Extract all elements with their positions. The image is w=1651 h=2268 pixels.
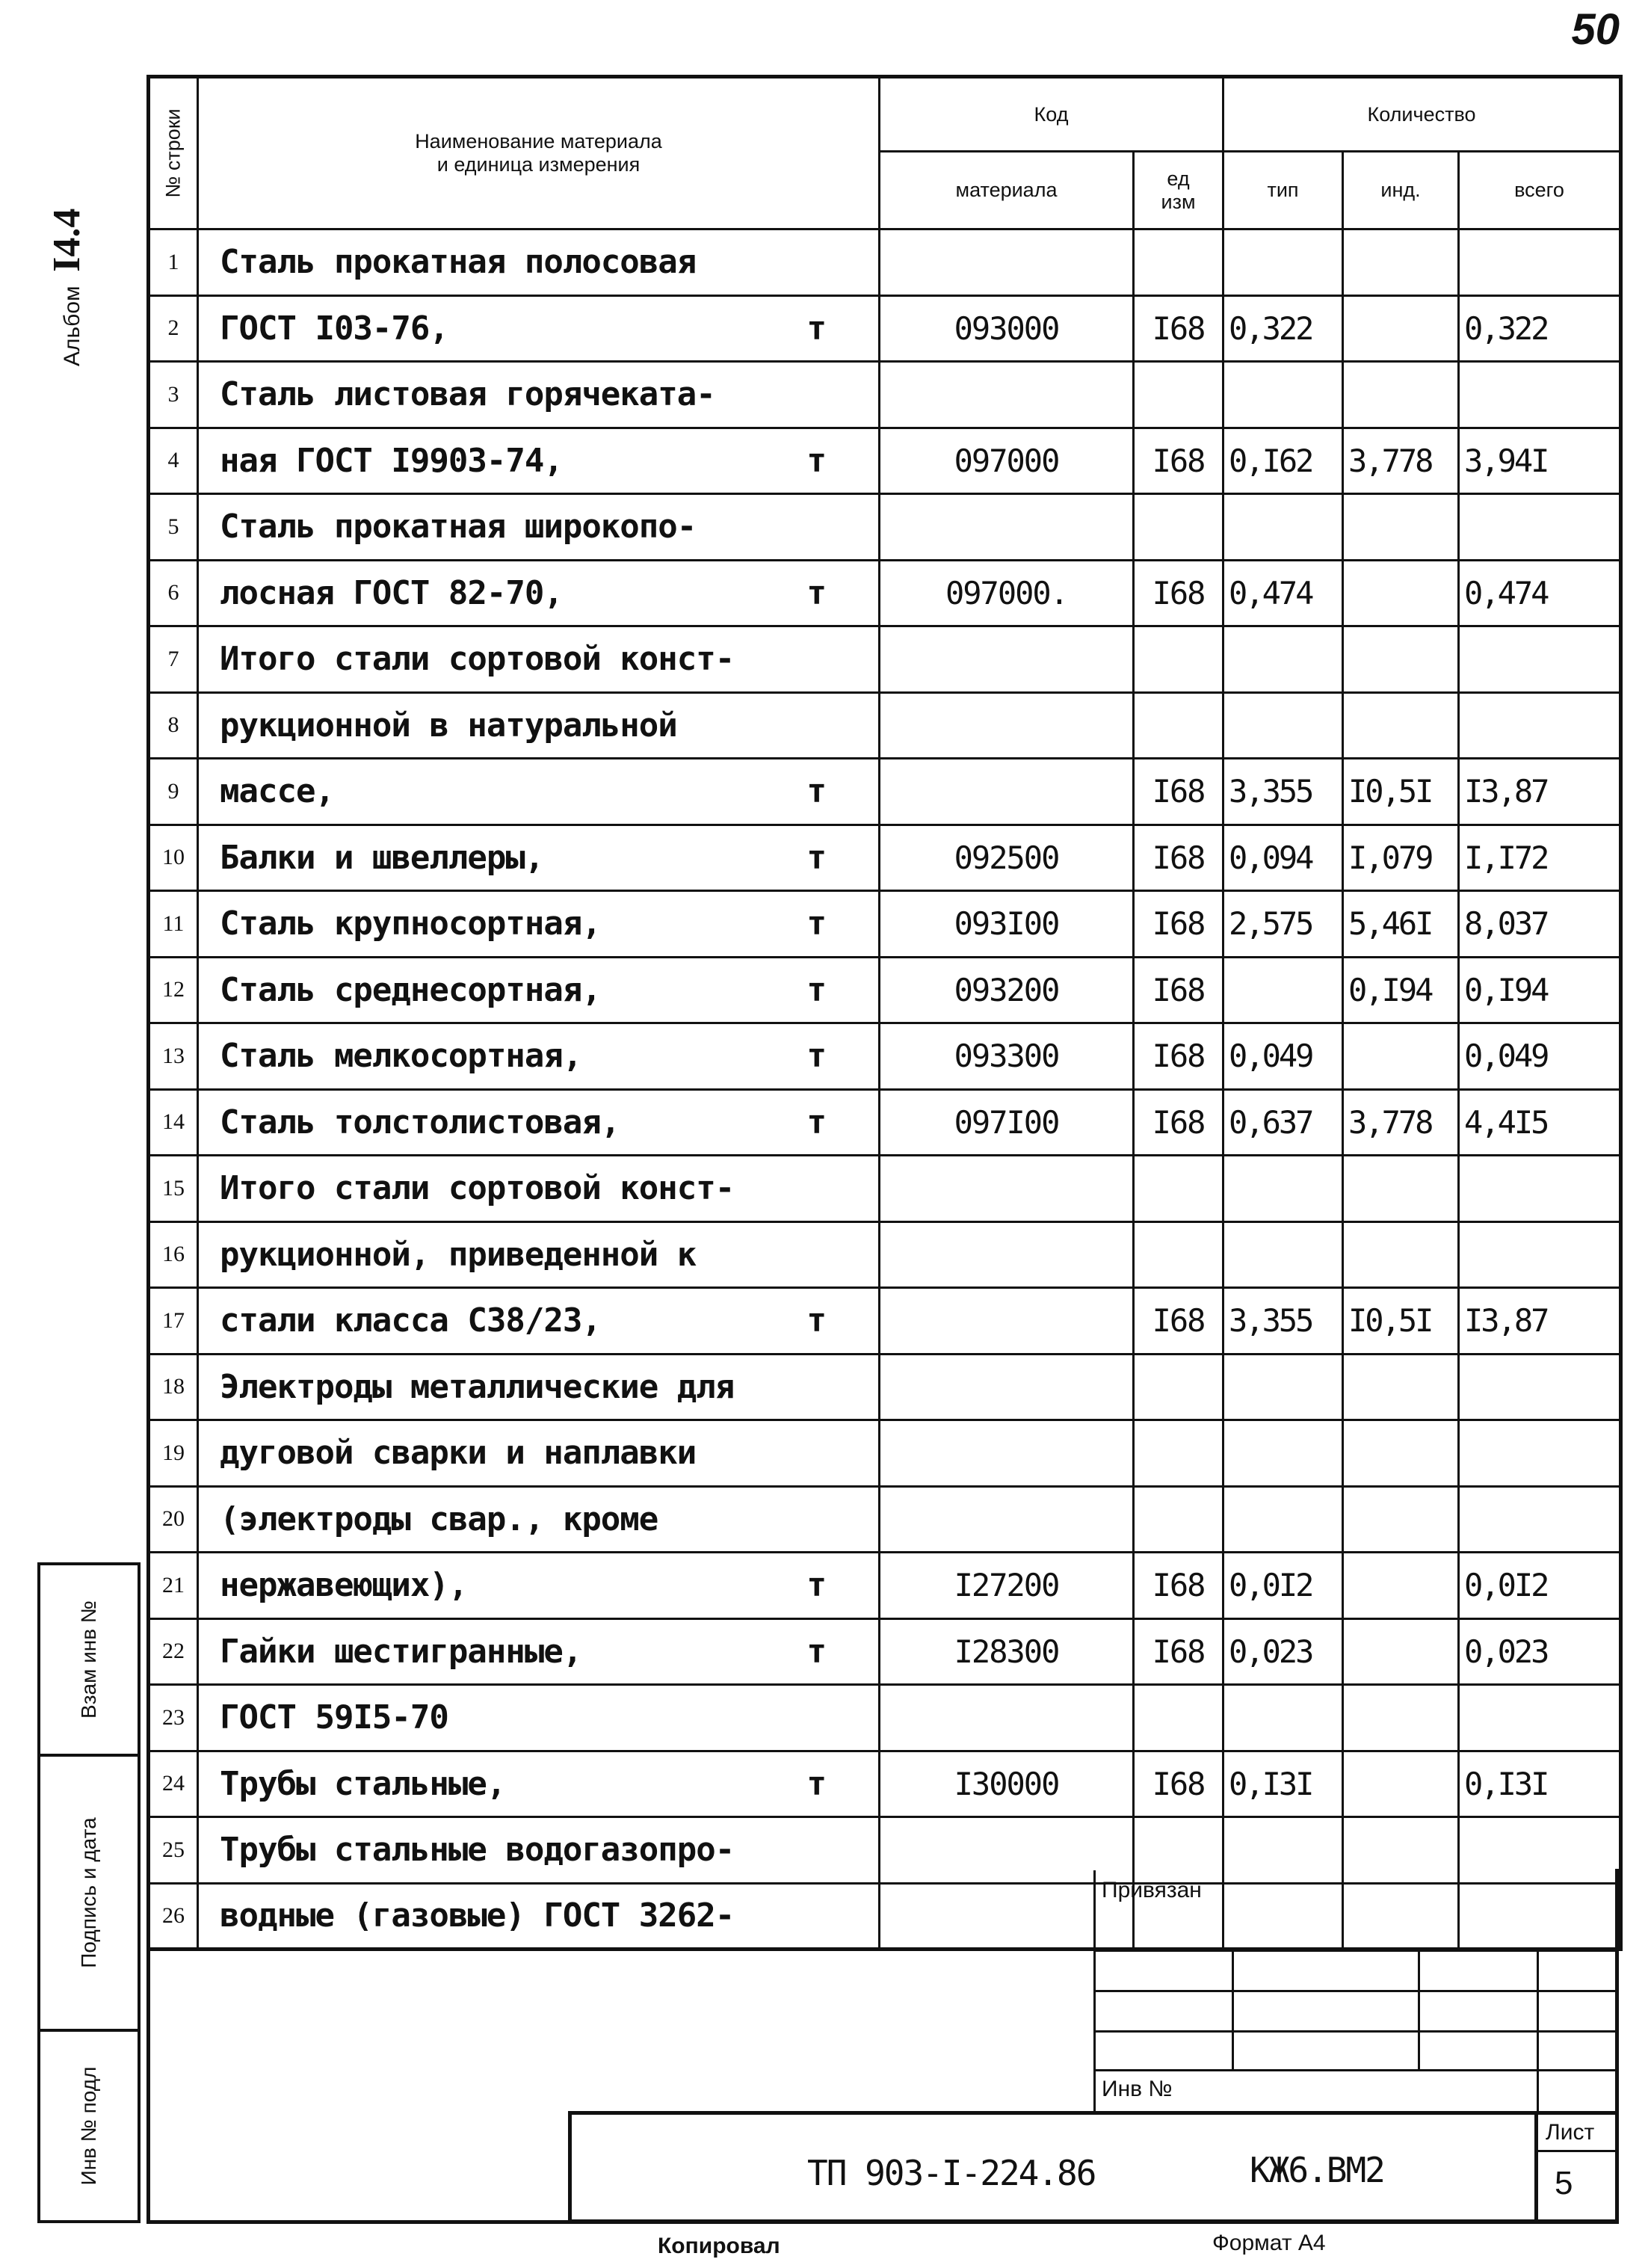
qty-type: 0,474 xyxy=(1223,560,1343,626)
qty-ind xyxy=(1343,362,1459,428)
material-code xyxy=(880,759,1134,825)
row-number: 13 xyxy=(149,1023,198,1090)
row-number: 19 xyxy=(149,1420,198,1487)
qty-total: 0,049 xyxy=(1459,1023,1621,1090)
unit-mark: т xyxy=(806,1566,826,1605)
unit-code: I68 xyxy=(1134,1553,1223,1619)
unit-code: I68 xyxy=(1134,1089,1223,1156)
qty-ind xyxy=(1343,1553,1459,1619)
material-code: 093000 xyxy=(880,295,1134,362)
table-row xyxy=(149,1553,1621,1619)
privyazan-left xyxy=(1093,1870,1096,2114)
material-name: ная ГОСТ I9903-74, т xyxy=(198,428,880,494)
qty-type xyxy=(1223,362,1343,428)
qty-type: 3,355 xyxy=(1223,759,1343,825)
qty-type xyxy=(1223,1486,1343,1553)
stamp-mark: КЖ6.ВМ2 xyxy=(1250,2150,1384,2190)
qty-total: 0,023 xyxy=(1459,1618,1621,1685)
material-name: лосная ГОСТ 82-70, т xyxy=(198,560,880,626)
material-code: 097I00 xyxy=(880,1089,1134,1156)
qty-total xyxy=(1459,362,1621,428)
row-number: 10 xyxy=(149,825,198,891)
material-name: дуговой сварки и наплавки xyxy=(198,1420,880,1487)
material-name: рукционной в натуральной xyxy=(198,692,880,759)
qty-ind: 3,778 xyxy=(1343,428,1459,494)
table-row xyxy=(149,229,1621,296)
unit-code: I68 xyxy=(1134,1023,1223,1090)
row-number: 2 xyxy=(149,295,198,362)
material-name: Трубы стальные водогазопро- xyxy=(198,1817,880,1884)
row-number: 23 xyxy=(149,1685,198,1751)
qty-total: 0,I94 xyxy=(1459,957,1621,1023)
qty-ind xyxy=(1343,1354,1459,1420)
qty-ind xyxy=(1343,1883,1459,1950)
header-row-no: № строки xyxy=(149,77,198,229)
qty-type: 0,0I2 xyxy=(1223,1553,1343,1619)
material-name: ГОСТ I03-76, т xyxy=(198,295,880,362)
unit-code: I68 xyxy=(1134,825,1223,891)
table-row xyxy=(149,1023,1621,1090)
qty-ind xyxy=(1343,692,1459,759)
qty-ind xyxy=(1343,626,1459,693)
material-name: Сталь прокатная широкопо- xyxy=(198,494,880,561)
unit-code xyxy=(1134,626,1223,693)
table-row xyxy=(149,957,1621,1023)
qty-type xyxy=(1223,957,1343,1023)
row-number: 15 xyxy=(149,1156,198,1222)
stamp-doc-code: ТП 903-I-224.86 xyxy=(807,2153,1096,2193)
qty-type: 0,023 xyxy=(1223,1618,1343,1685)
unit-code xyxy=(1134,1486,1223,1553)
unit-code: I68 xyxy=(1134,560,1223,626)
table-row xyxy=(149,1883,1621,1950)
qty-type xyxy=(1223,626,1343,693)
material-name: Электроды металлические для xyxy=(198,1354,880,1420)
qty-total: I3,87 xyxy=(1459,759,1621,825)
header-qty-total: всего xyxy=(1459,152,1621,229)
unit-code xyxy=(1134,1354,1223,1420)
qty-type: 0,049 xyxy=(1223,1023,1343,1090)
header-code: Код xyxy=(880,77,1223,152)
stamp-sheet-line xyxy=(1534,2150,1619,2152)
material-code xyxy=(880,229,1134,296)
material-name: массе, т xyxy=(198,759,880,825)
qty-ind xyxy=(1343,494,1459,561)
qty-ind xyxy=(1343,1817,1459,1884)
qty-type: 0,094 xyxy=(1223,825,1343,891)
row-number: 11 xyxy=(149,891,198,958)
material-name: водные (газовые) ГОСТ 3262- xyxy=(198,1883,880,1950)
material-code: I27200 xyxy=(880,1553,1134,1619)
header-quantity: Количество xyxy=(1223,77,1621,152)
table-row xyxy=(149,1420,1621,1487)
materials-table xyxy=(146,75,1623,1951)
material-code: I30000 xyxy=(880,1751,1134,1817)
qty-total xyxy=(1459,1221,1621,1288)
qty-ind xyxy=(1343,229,1459,296)
qty-total: I3,87 xyxy=(1459,1288,1621,1355)
qty-type xyxy=(1223,1420,1343,1487)
material-name: Сталь среднесортная, т xyxy=(198,957,880,1023)
qty-total xyxy=(1459,494,1621,561)
unit-mark: т xyxy=(806,1301,826,1340)
row-number: 14 xyxy=(149,1089,198,1156)
material-name: Сталь прокатная полосовая xyxy=(198,229,880,296)
qty-total xyxy=(1459,692,1621,759)
material-code xyxy=(880,494,1134,561)
table-row xyxy=(149,1156,1621,1222)
side-label-inv-podl: Инв № подл xyxy=(77,2066,100,2186)
material-name: нержавеющих), т xyxy=(198,1553,880,1619)
unit-mark: т xyxy=(806,905,826,943)
qty-ind xyxy=(1343,1751,1459,1817)
privyazan-col-2 xyxy=(1418,1950,1420,2069)
sheet-number: 5 xyxy=(1555,2165,1573,2201)
material-name: Сталь листовая горячеката- xyxy=(198,362,880,428)
table-row xyxy=(149,825,1621,891)
qty-total: I,I72 xyxy=(1459,825,1621,891)
material-code: 093200 xyxy=(880,957,1134,1023)
table-row xyxy=(149,1685,1621,1751)
qty-total: 4,4I5 xyxy=(1459,1089,1621,1156)
qty-total: 0,322 xyxy=(1459,295,1621,362)
qty-ind: 0,I94 xyxy=(1343,957,1459,1023)
qty-total xyxy=(1459,1420,1621,1487)
material-code: 093I00 xyxy=(880,891,1134,958)
material-code xyxy=(880,1685,1134,1751)
header-code-unit: ед изм xyxy=(1134,152,1223,229)
unit-mark: т xyxy=(806,772,826,811)
table-row xyxy=(149,560,1621,626)
material-code: I28300 xyxy=(880,1618,1134,1685)
qty-total: 3,94I xyxy=(1459,428,1621,494)
header-code-material: материала xyxy=(880,152,1134,229)
qty-type xyxy=(1223,1221,1343,1288)
table-row xyxy=(149,759,1621,825)
material-name: Гайки шестигранные, т xyxy=(198,1618,880,1685)
unit-code xyxy=(1134,1685,1223,1751)
row-number: 16 xyxy=(149,1221,198,1288)
unit-code: I68 xyxy=(1134,1618,1223,1685)
table-row xyxy=(149,1486,1621,1553)
table-row xyxy=(149,1354,1621,1420)
row-number: 1 xyxy=(149,229,198,296)
qty-type xyxy=(1223,1685,1343,1751)
qty-type xyxy=(1223,229,1343,296)
qty-total: 0,0I2 xyxy=(1459,1553,1621,1619)
side-box-inv-podl xyxy=(37,2029,141,2223)
material-code xyxy=(880,1354,1134,1420)
unit-code: I68 xyxy=(1134,891,1223,958)
unit-mark: т xyxy=(806,1037,826,1076)
qty-total: 0,474 xyxy=(1459,560,1621,626)
page-number: 50 xyxy=(1571,5,1620,54)
unit-code: I68 xyxy=(1134,428,1223,494)
unit-code: I68 xyxy=(1134,295,1223,362)
inv-no-label: Инв № xyxy=(1102,2077,1173,2101)
material-name: Сталь крупносортная, т xyxy=(198,891,880,958)
qty-total xyxy=(1459,1685,1621,1751)
row-number: 18 xyxy=(149,1354,198,1420)
material-code: 097000. xyxy=(880,560,1134,626)
footer-kopiroval: Копировал xyxy=(658,2234,780,2258)
privyazan-col-1 xyxy=(1232,1950,1234,2069)
qty-ind: I,079 xyxy=(1343,825,1459,891)
row-number: 24 xyxy=(149,1751,198,1817)
row-number: 3 xyxy=(149,362,198,428)
album-caption: Альбом xyxy=(60,286,84,366)
material-code xyxy=(880,1156,1134,1222)
row-number: 12 xyxy=(149,957,198,1023)
qty-type xyxy=(1223,1817,1343,1884)
material-name: Итого стали сортовой конст- xyxy=(198,626,880,693)
sheet-label: Лист xyxy=(1546,2120,1595,2145)
album-label xyxy=(45,97,105,366)
material-name: ГОСТ 59I5-70 xyxy=(198,1685,880,1751)
qty-ind: 3,778 xyxy=(1343,1089,1459,1156)
qty-type: 0,322 xyxy=(1223,295,1343,362)
material-code: 097000 xyxy=(880,428,1134,494)
qty-ind xyxy=(1343,1156,1459,1222)
unit-code: I68 xyxy=(1134,1751,1223,1817)
header-qty-ind: инд. xyxy=(1343,152,1459,229)
unit-code xyxy=(1134,1817,1223,1884)
side-label-vzam: Взам инв № xyxy=(77,1600,100,1719)
unit-mark: т xyxy=(806,970,826,1009)
table-row xyxy=(149,428,1621,494)
row-number: 22 xyxy=(149,1618,198,1685)
unit-code: I68 xyxy=(1134,759,1223,825)
qty-total xyxy=(1459,626,1621,693)
table-row xyxy=(149,1751,1621,1817)
table-row xyxy=(149,626,1621,693)
qty-type: 2,575 xyxy=(1223,891,1343,958)
table-row xyxy=(149,494,1621,561)
stamp-divider xyxy=(1534,2111,1538,2223)
row-number: 21 xyxy=(149,1553,198,1619)
unit-code xyxy=(1134,494,1223,561)
qty-ind xyxy=(1343,1685,1459,1751)
material-code xyxy=(880,1221,1134,1288)
qty-total xyxy=(1459,1817,1621,1884)
qty-type: 0,637 xyxy=(1223,1089,1343,1156)
unit-mark: т xyxy=(806,1103,826,1141)
material-code: 092500 xyxy=(880,825,1134,891)
unit-mark: т xyxy=(806,441,826,480)
material-name: Трубы стальные, т xyxy=(198,1751,880,1817)
table-row xyxy=(149,1817,1621,1884)
table-row xyxy=(149,1089,1621,1156)
table-row xyxy=(149,362,1621,428)
side-box-podpis xyxy=(37,1754,141,2032)
unit-mark: т xyxy=(806,838,826,877)
qty-ind xyxy=(1343,560,1459,626)
unit-code xyxy=(1134,692,1223,759)
unit-code: I68 xyxy=(1134,957,1223,1023)
header-qty-type: тип xyxy=(1223,152,1343,229)
qty-type xyxy=(1223,1354,1343,1420)
qty-type xyxy=(1223,1156,1343,1222)
header-name: Наименование материала и единица измерения xyxy=(198,77,880,229)
qty-total: 8,037 xyxy=(1459,891,1621,958)
row-number: 6 xyxy=(149,560,198,626)
table-row xyxy=(149,891,1621,958)
material-name: Сталь толстолистовая, т xyxy=(198,1089,880,1156)
table-row xyxy=(149,1221,1621,1288)
qty-type xyxy=(1223,1883,1343,1950)
qty-ind xyxy=(1343,1618,1459,1685)
material-code xyxy=(880,362,1134,428)
row-number: 4 xyxy=(149,428,198,494)
unit-mark: т xyxy=(806,1632,826,1671)
qty-type: 0,I62 xyxy=(1223,428,1343,494)
qty-ind xyxy=(1343,1420,1459,1487)
qty-ind: 5,46I xyxy=(1343,891,1459,958)
material-name: Итого стали сортовой конст- xyxy=(198,1156,880,1222)
qty-ind xyxy=(1343,1486,1459,1553)
privyazan-label: Привязан xyxy=(1102,1878,1202,1902)
table-row xyxy=(149,295,1621,362)
material-code xyxy=(880,626,1134,693)
qty-type: 0,I3I xyxy=(1223,1751,1343,1817)
qty-ind xyxy=(1343,1023,1459,1090)
qty-total xyxy=(1459,1883,1621,1950)
unit-code xyxy=(1134,229,1223,296)
row-number: 26 xyxy=(149,1883,198,1950)
qty-total xyxy=(1459,229,1621,296)
row-number: 20 xyxy=(149,1486,198,1553)
material-name: стали класса С38/23, т xyxy=(198,1288,880,1355)
row-number: 9 xyxy=(149,759,198,825)
unit-mark: т xyxy=(806,573,826,612)
album-number: I4.4 xyxy=(46,208,88,272)
qty-type xyxy=(1223,692,1343,759)
qty-total xyxy=(1459,1354,1621,1420)
row-number: 17 xyxy=(149,1288,198,1355)
material-code xyxy=(880,692,1134,759)
table-row xyxy=(149,1618,1621,1685)
row-number: 25 xyxy=(149,1817,198,1884)
side-label-podpis: Подпись и дата xyxy=(77,1817,100,1968)
row-number: 8 xyxy=(149,692,198,759)
unit-code: I68 xyxy=(1134,1288,1223,1355)
row-number: 7 xyxy=(149,626,198,693)
qty-total xyxy=(1459,1486,1621,1553)
material-code xyxy=(880,1420,1134,1487)
material-name: Сталь мелкосортная, т xyxy=(198,1023,880,1090)
qty-ind: I0,5I xyxy=(1343,759,1459,825)
qty-type: 3,355 xyxy=(1223,1288,1343,1355)
material-code xyxy=(880,1486,1134,1553)
qty-type xyxy=(1223,494,1343,561)
qty-ind xyxy=(1343,295,1459,362)
qty-ind xyxy=(1343,1221,1459,1288)
frame-left xyxy=(146,1869,150,2224)
unit-code xyxy=(1134,1221,1223,1288)
unit-code xyxy=(1134,1420,1223,1487)
material-code: 093300 xyxy=(880,1023,1134,1090)
row-number: 5 xyxy=(149,494,198,561)
table-body xyxy=(149,229,1621,1950)
unit-code xyxy=(1134,362,1223,428)
material-code xyxy=(880,1288,1134,1355)
qty-total xyxy=(1459,1156,1621,1222)
privyazan-col-3 xyxy=(1537,1950,1539,2114)
unit-mark: т xyxy=(806,309,826,348)
qty-ind: I0,5I xyxy=(1343,1288,1459,1355)
qty-total: 0,I3I xyxy=(1459,1751,1621,1817)
material-name: рукционной, приведенной к xyxy=(198,1221,880,1288)
table-row xyxy=(149,1288,1621,1355)
footer-format: Формат А4 xyxy=(1212,2231,1326,2255)
material-name: (электроды свар., кроме xyxy=(198,1486,880,1553)
material-name: Балки и швеллеры, т xyxy=(198,825,880,891)
unit-code xyxy=(1134,1156,1223,1222)
side-box-vzam xyxy=(37,1562,141,1757)
unit-mark: т xyxy=(806,1764,826,1803)
table-row xyxy=(149,692,1621,759)
